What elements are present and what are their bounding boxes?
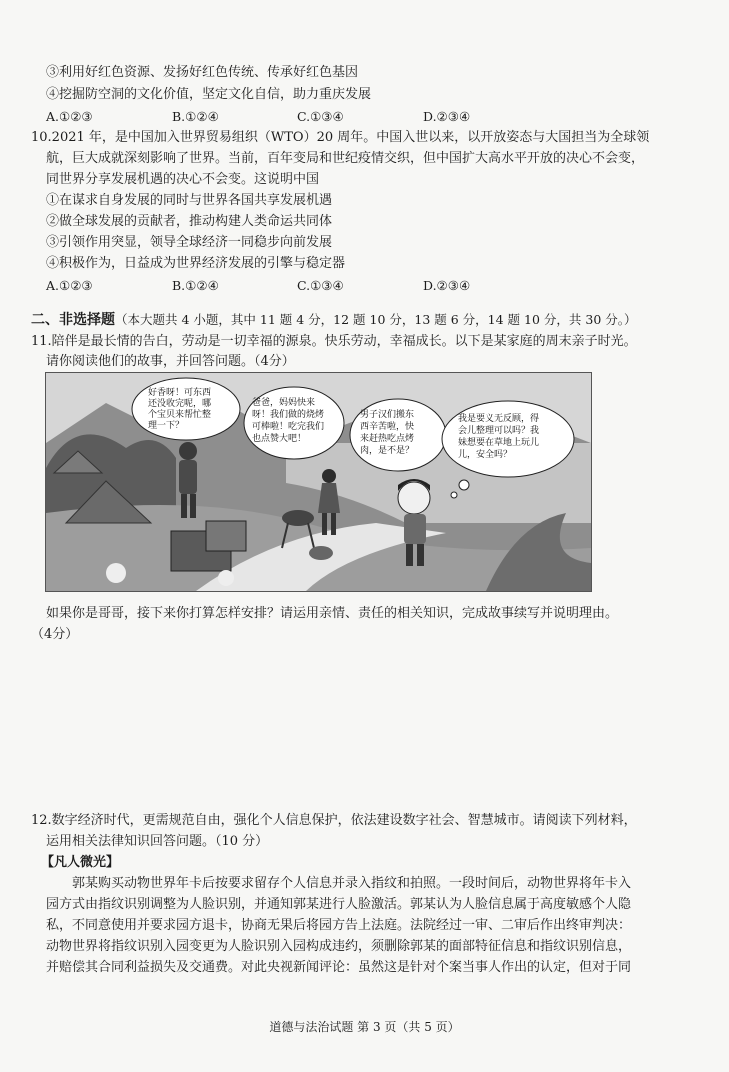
q10-choice-c: C.①③④: [297, 278, 344, 293]
boy-body: [404, 514, 426, 544]
q9-choice-c: C.①③④: [297, 109, 344, 124]
dad-bubble-line: 还没收完呢，哪: [148, 399, 212, 409]
dad-leg-right: [190, 494, 196, 518]
brother-bubble-line: 男子汉们搬东: [360, 410, 415, 420]
brother-bubble-line: 肉，是不是？: [360, 446, 415, 456]
brother-bubble-line: 西辛苦啦，快: [360, 422, 415, 432]
q12-stem-line-2: 运用相关法律知识回答问题。（10 分）: [46, 834, 269, 849]
cooking-pot: [309, 546, 333, 560]
boy-bubble-line: 会儿整理可以吗？我: [458, 426, 540, 436]
q10-item-2: ②做全球发展的贡献者，推动构建人类命运共同体: [46, 214, 333, 229]
mom-head: [322, 469, 336, 483]
sister-bubble-line: 也点赞大吧！: [252, 434, 307, 444]
q12-paragraph-line-2: 园方式由指纹识别调整为人脸识别，并通知郭某进行人脸激活。郭某认为人脸信息属于高度敏感个人隐: [46, 897, 632, 912]
section-2-note: （本大题共 4 小题，其中 11 题 4 分，12 题 10 分，13 题 6 分，14 题 10 分，共 30 分。）: [115, 312, 637, 327]
sister-bubble-line: 呀！我们做的烧烤: [252, 410, 325, 420]
q10-choice-b: B.①②④: [172, 278, 219, 293]
boy-head: [398, 482, 430, 514]
dad-leg-left: [181, 494, 187, 518]
q11-question-line-2: （4分）: [31, 627, 79, 642]
section-2-header: [31, 311, 637, 329]
q12-paragraph-line-1: 郭某购买动物世界年卡后按要求留存个人信息并录入指纹和拍照。一段时间后，动物世界将年卡入: [72, 876, 632, 891]
section-2-title: 二、非选择题: [31, 312, 115, 328]
q11-stem-line-1: 11.陪伴是最长情的告白，劳动是一切幸福的源泉。快乐劳动，幸福成长。以下是某家庭的周末亲子时光。: [31, 334, 637, 349]
q10-choice-d: D.②③④: [423, 278, 471, 293]
q9-choice-d: D.②③④: [423, 109, 471, 124]
picnic-basket: [206, 521, 246, 551]
q9-choice-a: A.①②③: [46, 109, 93, 124]
q9-item-3: ③利用好红色资源、发扬好红色传统、传承好红色基因: [46, 65, 359, 80]
illustration-svg: [46, 373, 591, 591]
q10-item-1: ①在谋求自身发展的同时与世界各国共享发展机遇: [46, 193, 333, 208]
dad-head: [179, 442, 197, 460]
q11-answer-space[interactable]: [31, 648, 691, 798]
q10-item-3: ③引领作用突显，领导全球经济一同稳步向前发展: [46, 235, 333, 250]
brother-bubble-line: 来赶热吃点烤: [360, 434, 415, 444]
flower: [106, 563, 126, 583]
q11-question-line-1: 如果你是哥哥，接下来你打算怎样安排？请运用亲情、责任的相关知识，完成故事续写并说明理由。: [46, 606, 619, 621]
dad-bubble-line: 个宝贝来帮忙整: [148, 410, 212, 420]
q9-choice-b: B.①②④: [172, 109, 219, 124]
family-picnic-illustration: [45, 372, 592, 592]
boy-bubble-line: 儿，安全吗？: [458, 450, 513, 460]
q10-stem-line-3: 同世界分享发展机遇的决心不会变。这说明中国: [46, 172, 320, 187]
q12-paragraph-line-3: 私，不同意使用并要求园方退卡，协商无果后将园方告上法庭。法院经过一审、二审后作出终审判决：: [46, 918, 632, 933]
q10-stem-line-1: 10.2021 年，是中国加入世界贸易组织（WTO）20 周年。中国入世以来，以开放姿态与大国担当为全球领: [31, 130, 650, 145]
boy-bubble-line: 妹想要在草地上玩儿: [458, 438, 540, 448]
page-footer: 道德与法治试题 第 3 页（共 5 页）: [269, 1020, 460, 1034]
bbq-grill: [282, 510, 314, 526]
q12-stem-line-1: 12.数字经济时代，更需规范自由，强化个人信息保护，依法建设数字社会、智慧城市。请阅读下列材料，: [31, 813, 637, 828]
q10-item-4: ④积极作为，日益成为世界经济发展的引擎与稳定器: [46, 256, 346, 271]
q11-stem-line-2: 请你阅读他们的故事，并回答问题。（4分）: [46, 354, 295, 369]
flower: [218, 570, 234, 586]
dad-bubble-line: 理一下？: [148, 421, 185, 431]
boy-bubble-line: 我是要义无反顾，得: [458, 414, 540, 424]
q12-paragraph-line-5: 并赔偿其合同利益损失及交通费。对此央视新闻评论：虽然这是针对个案当事人作出的认定，但对于同: [46, 960, 632, 975]
dad-bubble-line: 好香呀！可东西: [148, 388, 212, 398]
q10-choice-a: A.①②③: [46, 278, 93, 293]
dad-body: [179, 460, 197, 494]
q12-material-title: 【凡人微光】: [41, 855, 120, 870]
sister-bubble-line: 可棒啦！吃完我们: [252, 422, 325, 432]
q9-item-4: ④挖掘防空洞的文化价值，坚定文化自信，助力重庆发展: [46, 87, 372, 102]
q10-stem-line-2: 航，巨大成就深刻影响了世界。当前，百年变局和世纪疫情交织，但中国扩大高水平开放的决心不会变，: [46, 151, 645, 166]
sister-bubble-line: 爸爸，妈妈快来: [252, 398, 316, 408]
q12-paragraph-line-4: 动物世界将指纹识别入园变更为人脸识别入园构成违约，须删除郭某的面部特征信息和指纹识别信息，: [46, 939, 632, 954]
